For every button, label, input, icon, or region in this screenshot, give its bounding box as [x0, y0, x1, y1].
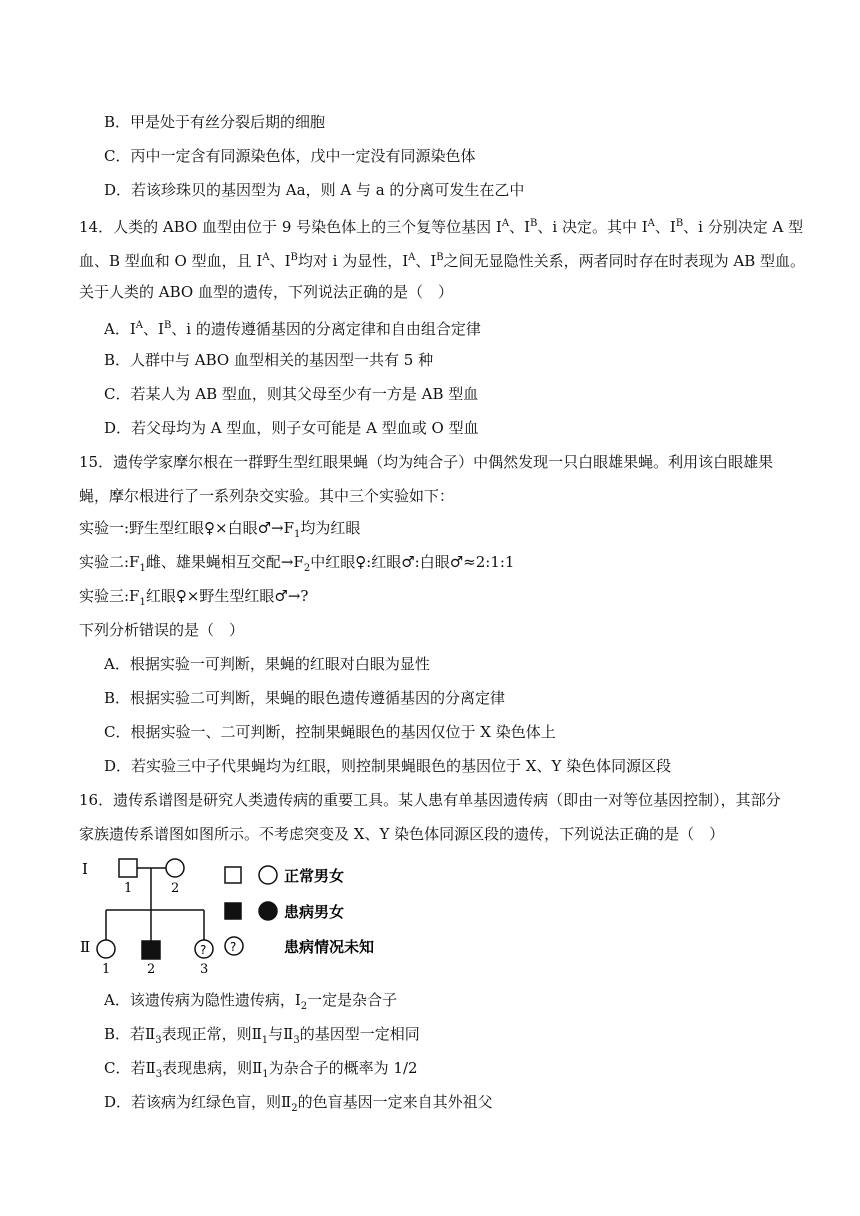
individual-II2-affected-male — [142, 941, 160, 959]
q14-option-b: B．人群中与 ABO 血型相关的基因型一共有 5 种 — [104, 351, 434, 369]
q13-option-d: D．若该珍珠贝的基因型为 Aa，则 A 与 a 的分离可发生在乙中 — [104, 181, 525, 199]
generation-2-label: Ⅱ — [80, 938, 91, 956]
individual-I1-normal-male — [119, 859, 137, 877]
q15-experiment-1: 实验一:野生型红眼♀×白眼$♂\to F_1$均为红眼 — [79, 519, 361, 540]
q13-option-c: C．丙中一定含有同源染色体，戊中一定没有同源染色体 — [104, 147, 476, 165]
q16-option-d: D．若该病为红绿色盲，则$Ⅱ_2$的色盲基因一定来自其外祖父 — [104, 1093, 493, 1114]
individual-II2-number: 2 — [147, 962, 156, 977]
q15-experiment-2: 实验二$:F_1$雌、雄果蝇相互交配$\to F_2$中红眼♀:红眼♂:白眼♂≈2:1:1 — [79, 553, 515, 574]
individual-II1-normal-female — [97, 940, 115, 958]
legend-affected-male-icon — [225, 903, 241, 919]
q15-stem-line1: 15．遗传学家摩尔根在一群野生型红眼果蝇（均为纯合子）中偶然发现一只白眼雄果蝇。利用该白眼雄果 — [79, 453, 774, 471]
q15-experiment-3: 实验三$:F_1$红眼♀×野生型红眼♂→? — [79, 587, 309, 608]
q14-option-c: C．若某人为 AB 型血，则其父母至少有一方是 AB 型血 — [104, 385, 479, 403]
q14-stem-line3: 关于人类的 ABO 血型的遗传，下列说法正确的是（ ） — [79, 283, 453, 301]
q15-stem-line2: 蝇，摩尔根进行了一系列杂交实验。其中三个实验如下： — [79, 487, 455, 505]
svg-text:?: ? — [230, 940, 237, 954]
unknown-mark: ? — [200, 943, 207, 957]
q16-option-c: C．若$Ⅱ_3$表现患病，则$Ⅱ_1$为杂合子的概率为 1/2 — [104, 1059, 418, 1080]
q16-stem-line1: 16．遗传系谱图是研究人类遗传病的重要工具。某人患有单基因遗传病（即由一对等位基因控制），其部分 — [79, 791, 781, 809]
q14-option-a: A．$I^A$、$I^B$、i 的遗传遵循基因的分离定律和自由组合定律 — [104, 320, 481, 338]
legend-normal-female-icon — [259, 866, 277, 884]
q16-option-a: A．该遗传病为隐性遗传病，$Ⅰ_2$一定是杂合子 — [104, 991, 398, 1012]
generation-1-label: Ⅰ — [82, 860, 88, 878]
q14-option-d: D．若父母均为 A 型血，则子女可能是 A 型血或 O 型血 — [104, 419, 479, 437]
individual-II3-number: 3 — [200, 962, 209, 977]
legend-unknown-label: 患病情况未知 — [284, 938, 375, 956]
pedigree-diagram — [70, 848, 490, 978]
individual-I2-number: 2 — [171, 881, 180, 896]
q16-option-b: B．若$Ⅱ_3$表现正常，则$Ⅱ_1$与$Ⅱ_3$的基因型一定相同 — [104, 1025, 420, 1046]
legend-affected-female-icon — [259, 902, 277, 920]
q15-option-d: D．若实验三中子代果蝇均为红眼，则控制果蝇眼色的基因位于 X、Y 染色体同源区段 — [104, 757, 672, 775]
q15-option-a: A．根据实验一可判断，果蝇的红眼对白眼为显性 — [104, 655, 430, 673]
legend-affected-label: 患病男女 — [284, 903, 345, 921]
q15-option-b: B．根据实验二可判断，果蝇的眼色遗传遵循基因的分离定律 — [104, 689, 506, 707]
individual-I1-number: 1 — [124, 881, 133, 896]
q14-stem-line2: 血、B 型血和 O 型血，且 $I^A$、$I^B$均对 i 为显性，$I^A$、$I^B$之间无显隐性关系，两者同时存在时表现为 AB 型血。 — [79, 252, 806, 270]
q13-option-b: B．甲是处于有丝分裂后期的细胞 — [104, 113, 326, 131]
legend-normal-male-icon — [225, 867, 241, 883]
q14-stem-line1: 14．人类的 ABO 血型由位于 9 号染色体上的三个复等位基因 $I^A$、$I^B$、i 决定。其中 $I^A$、$I^B$、i 分别决定 A 型 — [79, 218, 804, 236]
individual-I2-normal-female — [166, 859, 184, 877]
q16-stem-line2: 家族遗传系谱图如图所示。不考虑突变及 X、Y 染色体同源区段的遗传，下列说法正确的是（ ） — [79, 825, 725, 843]
individual-II1-number: 1 — [102, 962, 111, 977]
q15-option-c: C．根据实验一、二可判断，控制果蝇眼色的基因仅位于 X 染色体上 — [104, 723, 556, 741]
legend-normal-label: 正常男女 — [284, 867, 345, 885]
q15-question: 下列分析错误的是（ ） — [79, 621, 245, 639]
